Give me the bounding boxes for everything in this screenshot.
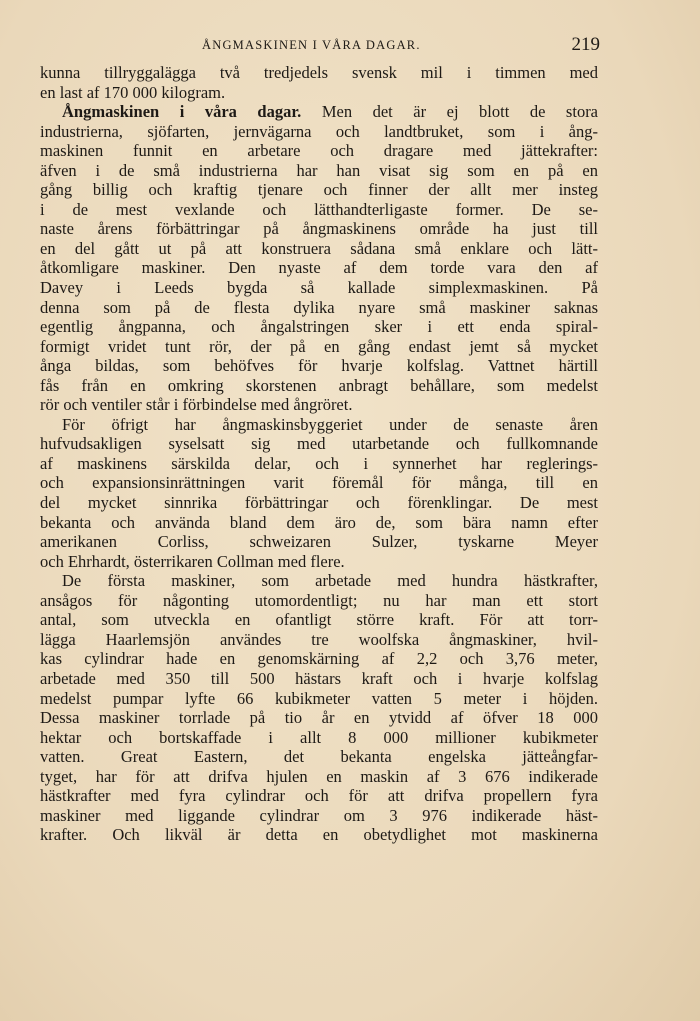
- text-line: Davey i Leeds bygda så kallade simplexmaskinen. På: [40, 278, 598, 298]
- text-line: bekanta och använda bland dem äro de, som bära namn efter: [40, 512, 598, 532]
- text-line: egentlig ångpanna, och ångalstringen sker i ett enda spiral-: [40, 317, 598, 337]
- text-line: [40, 102, 598, 122]
- text-line: ånga bildas, som behöfves för hvarje kolfslag. Vattnet härtill: [40, 356, 598, 376]
- text-line: antal, som utveckla en ofantligt större kraft. För att torr-: [40, 610, 598, 630]
- text-line-rest: Men det är ej blott de stora: [321, 102, 598, 122]
- text-line: medelst pumpar lyfte 66 kubikmeter vatten 5 meter i höjden.: [40, 688, 598, 708]
- text-line: del mycket sinnrika förbättringar och förenklingar. De mest: [40, 493, 598, 513]
- text-line: gång billig och kraftig tjenare och finner der allt mer insteg: [40, 180, 598, 200]
- text-line: hufvudsakligen syselsatt sig med utarbetande och fullkomnande: [40, 434, 598, 454]
- text-line: tyget, har för att drifva hjulen en maskin af 3 676 indikerade: [40, 766, 598, 786]
- page-number: 219: [571, 34, 600, 55]
- text-line: åtkomligare maskiner. Den nyaste af dem torde vara den af: [40, 258, 598, 278]
- text-line: hästkrafter med fyra cylindrar och för att drifva propellern fyra: [40, 786, 598, 806]
- text-line: kunna tillryggalägga två tredjedels svensk mil i timmen med: [40, 63, 598, 82]
- text-line: kas cylindrar hade en genomskärning af 2,2 och 3,76 meter,: [40, 649, 598, 669]
- text-line: Dessa maskiner torrlade på tio år en ytvidd af öfver 18 000: [40, 708, 598, 728]
- text-line: denna som på de flesta dylika nyare små maskiner saknas: [40, 297, 598, 317]
- page-header: [40, 34, 600, 60]
- text-line: formigt vridet tunt rör, der på en gång endast jemt så mycket: [40, 336, 598, 356]
- text-line: i de mest vexlande och lätthandterligaste former. De se-: [40, 199, 598, 219]
- text-line: industrierna, sjöfarten, jernvägarna och landtbruket, som i ång-: [40, 121, 598, 141]
- text-line: maskinen funnit en arbetare och dragare med jättekrafter:: [40, 141, 598, 161]
- text-line: ansågos för någonting utomordentligt; nu har man ett stort: [40, 590, 598, 610]
- text-line: maskiner med liggande cylindrar om 3 976 indikerade häst-: [40, 805, 598, 825]
- text-line: hektar och bortskaffade i allt 8 000 millioner kubikmeter: [40, 727, 598, 747]
- text-line: och Ehrhardt, österrikaren Collman med flere.: [40, 551, 345, 571]
- text-line: lägga Haarlemsjön användes tre woolfska ångmaskiner, hvil-: [40, 629, 598, 649]
- section-heading: Ångmaskinen i våra dagar.: [62, 102, 302, 122]
- text-line: krafter. Och likväl är detta en obetydlighet mot maskinerna: [40, 825, 598, 845]
- text-line: arbetade med 350 till 500 hästars kraft och i hvarje kolfslag: [40, 668, 598, 688]
- text-line: en del gått ut på att konstruera sådana små enklare och lätt-: [40, 238, 598, 258]
- text-line: fås från en omkring skorstenen anbragt behållare, som medelst: [40, 375, 598, 395]
- text-line: För öfrigt har ångmaskinsbyggeriet under de senaste åren: [62, 414, 598, 434]
- text-line: en last af 170 000 kilogram.: [40, 82, 226, 102]
- text-line: af maskinens särskilda delar, och i synnerhet har reglerings-: [40, 453, 598, 473]
- text-line: äfven i de små industrierna har han visat sig som en på en: [40, 160, 598, 180]
- text-line: vatten. Great Eastern, det bekanta engelska jätteångfar-: [40, 747, 598, 767]
- text-line: rör och ventiler står i förbindelse med ångröret.: [40, 395, 353, 415]
- running-title: ÅNGMASKINEN I VÅRA DAGAR.: [202, 38, 421, 52]
- text-line: amerikanen Corliss, schweizaren Sulzer, tyskarne Meyer: [40, 532, 598, 552]
- text-line: och expansionsinrättningen varit föremål för många, till en: [40, 473, 598, 493]
- body-text: [40, 63, 598, 845]
- text-line: naste årens förbättringar på ångmaskinens område ha just till: [40, 219, 598, 239]
- text-line: De första maskiner, som arbetade med hundra hästkrafter,: [62, 571, 598, 591]
